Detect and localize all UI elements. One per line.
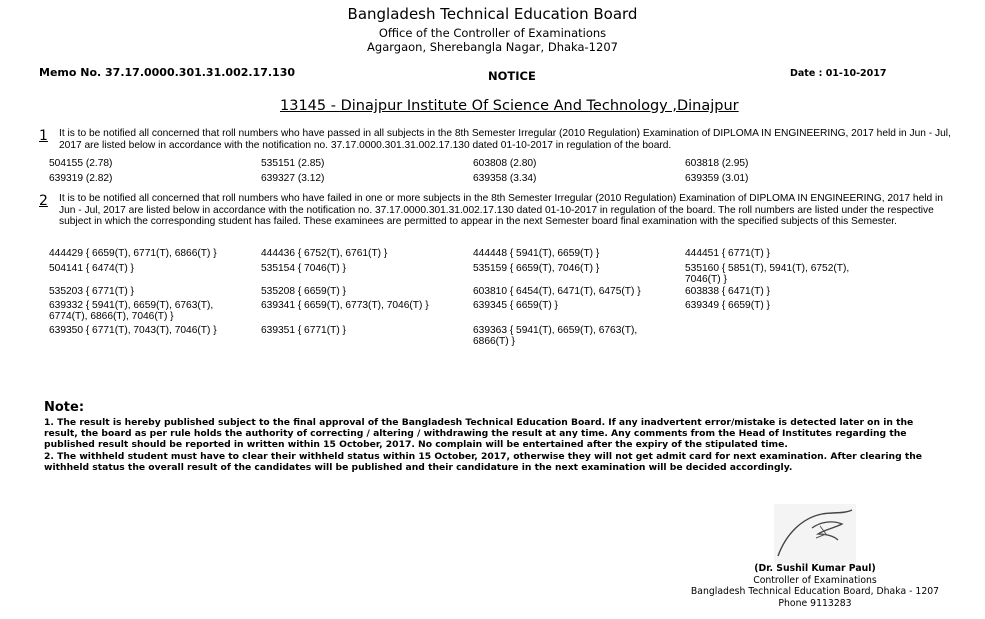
section-2-text: It is to be notified all concerned that roll numbers who have failed in one or more subjects in the 8th Semester Irregular (2010 Regulation) Examination of DIPLOMA IN ENGINEERING, 2017 held in Jun - Jul, 2017 are listed below in accordance with the notification no. 37.17.0000.301.31.002.17.130 dated 01-10-2017 in regulation of the board. The roll numbers are listed under the respective subject in which the corresponding student has failed. These examinees are permitted to appear in the next Semester board final examination with the specified subjects of this Semester. [59, 193, 943, 227]
list-item: 639359 (3.01) [685, 173, 749, 184]
office-address: Agargaon, Sherebangla Nagar, Dhaka-1207 [367, 40, 618, 54]
list-item: 639345 { 6659(T) } [473, 300, 558, 311]
list-item: 639358 (3.34) [473, 173, 537, 184]
list-item: 639363 { 5941(T), 6659(T), 6763(T), 6866(T) } [473, 325, 638, 347]
signatory-title: Controller of Examinations [753, 575, 877, 586]
list-item: 504155 (2.78) [49, 158, 113, 169]
signatory-org: Bangladesh Technical Education Board, Dhaka - 1207 [690, 586, 940, 597]
list-item: 603810 { 6454(T), 6471(T), 6475(T) } [473, 286, 641, 297]
list-item: 535159 { 6659(T), 7046(T) } [473, 263, 600, 274]
signatory-phone: Phone 9113283 [778, 598, 852, 609]
section-1-text: It is to be notified all concerned that roll numbers who have passed in all subjects in the 8th Semester Irregular (2010 Regulation) Examination of DIPLOMA IN ENGINEERING, 2017 held in Jun - Jul, 2017 are listed below in accordance with the notification no. 37.17.0000.301.31.002.17.130 dated 01-10-2017 in regulation of the board. [59, 128, 951, 151]
note-heading: Note: [44, 400, 85, 415]
institute-title: 13145 - Dinajpur Institute Of Science And Technology ,Dinajpur [280, 98, 739, 114]
list-item: 444429 { 6659(T), 6771(T), 6866(T) } [49, 248, 217, 259]
list-item: 639350 { 6771(T), 7043(T), 7046(T) } [49, 325, 217, 336]
note-item-1: 1. The result is hereby published subject to the final approval of the Bangladesh Technical Education Board. If any inadvertent error/mistake is detected later on in the result, the board as per rule holds the authority of correcting / altering / withdrawing the result at any time. Any comments from the Head of Institutes regarding the published result should be reported in written within 15 October, 2017. No complain will be entertained after the expiry of the stipulated time. [44, 417, 914, 451]
board-title: Bangladesh Technical Education Board [347, 5, 638, 23]
list-item: 603838 { 6471(T) } [685, 286, 770, 297]
notice-heading: NOTICE [488, 69, 536, 83]
section-2-number: 2 [39, 193, 48, 209]
office-name: Office of the Controller of Examinations [378, 26, 607, 40]
list-item: 603808 (2.80) [473, 158, 537, 169]
list-item: 639327 (3.12) [261, 173, 325, 184]
list-item: 535208 { 6659(T) } [261, 286, 346, 297]
signatory-name: (Dr. Sushil Kumar Paul) [754, 563, 876, 574]
list-item: 639319 (2.82) [49, 173, 113, 184]
list-item: 639341 { 6659(T), 6773(T), 7046(T) } [261, 300, 429, 311]
list-item: 535203 { 6771(T) } [49, 286, 134, 297]
list-item: 535160 { 5851(T), 5941(T), 6752(T), 7046(T) } [685, 263, 850, 285]
notice-date: Date : 01-10-2017 [790, 68, 887, 79]
list-item: 639349 { 6659(T) } [685, 300, 770, 311]
memo-number: Memo No. 37.17.0000.301.31.002.17.130 [39, 66, 296, 79]
list-item: 639351 { 6771(T) } [261, 325, 346, 336]
list-item: 444451 { 6771(T) } [685, 248, 770, 259]
list-item: 444448 { 5941(T), 6659(T) } [473, 248, 600, 259]
signature-image [774, 504, 856, 564]
list-item: 639332 { 5941(T), 6659(T), 6763(T), 6774(T), 6866(T), 7046(T) } [49, 300, 214, 322]
list-item: 535154 { 7046(T) } [261, 263, 346, 274]
list-item: 535151 (2.85) [261, 158, 325, 169]
list-item: 603818 (2.95) [685, 158, 749, 169]
note-item-2: 2. The withheld student must have to clear their withheld status within 15 October, 2017, otherwise they will not get admit card for next examination. After clearing the withheld status the overall result of the candidates will be published and their candidature in the next examination will be decided accordingly. [44, 450, 923, 473]
section-1-number: 1 [39, 128, 48, 144]
list-item: 504141 { 6474(T) } [49, 263, 134, 274]
note-body [44, 417, 949, 473]
list-item: 444436 { 6752(T), 6761(T) } [261, 248, 388, 259]
